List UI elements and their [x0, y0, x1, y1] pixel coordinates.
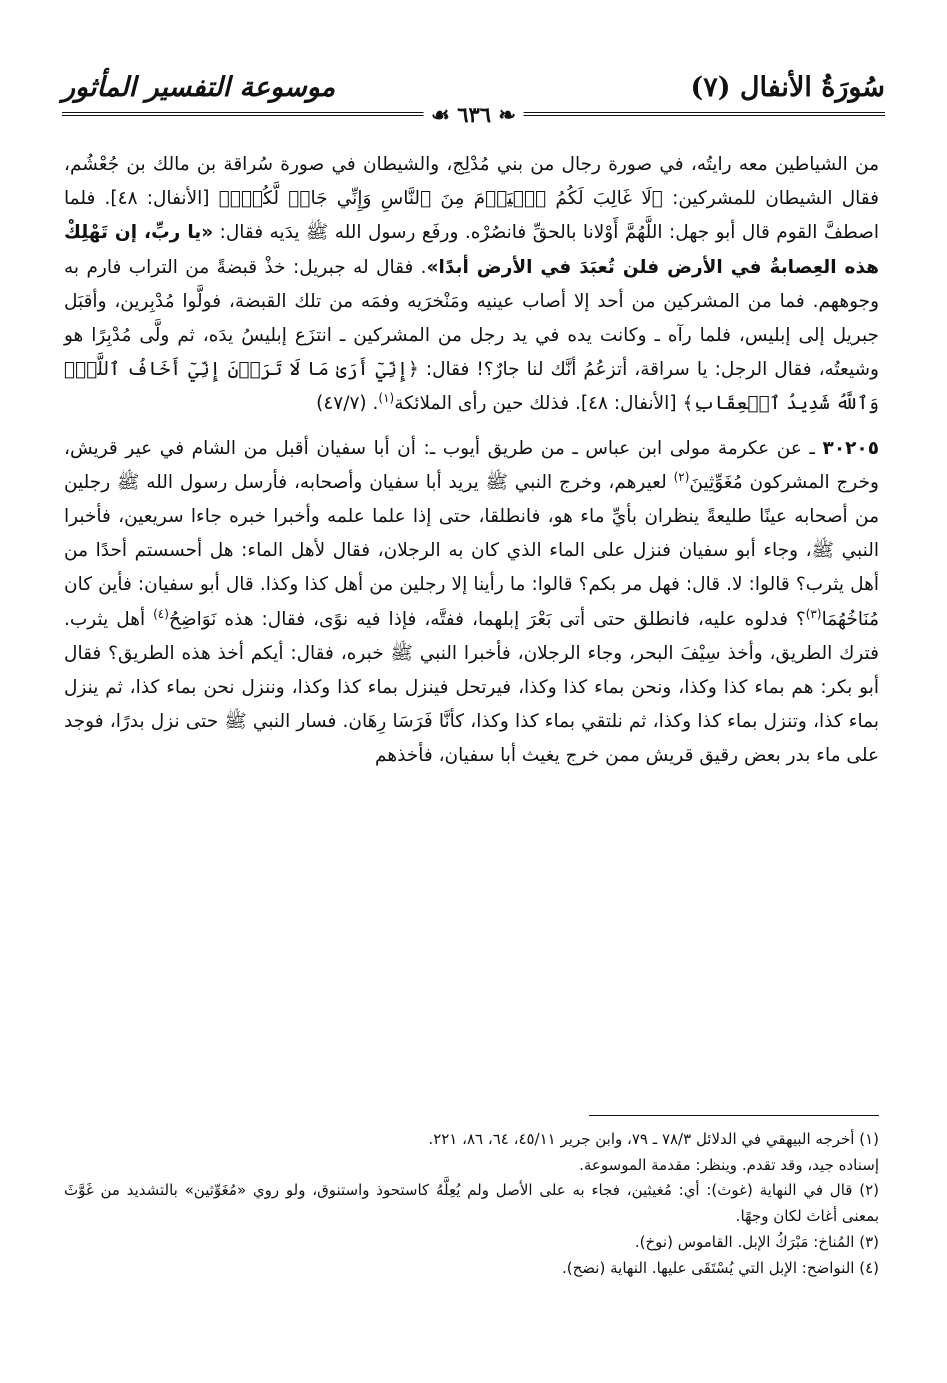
paragraph-continuation — [64, 148, 879, 422]
footnote-3: (٣) المُناخ: مَبْرَكُ الإبل. القاموس (نوخ). — [634, 1232, 879, 1251]
footnote-separator — [589, 1115, 879, 1116]
footnote-1: (١) أخرجه البيهقي في الدلائل ٧٨/٣ ـ ٧٩، وابن جرير ٤٥/١١، ٦٤، ٨٦، ٢٢١. — [428, 1130, 879, 1148]
text-segment: لعيرهم، وخرج النبي ﷺ يريد أبا سفيان وأصحابه، فأرسل رسول الله ﷺ رجلين من أصحابه عينًا طليعةً ينظران بأيِّ ماء هو، فانطلقا، حتى إذا علما علمه وأخبرا خبره جاءا سريعين، فأخبرا النبي ﷺ، وجاء أبو سفيان فنزل على الماء الذي كان به الرجلان، فقال لأهل الماء: هل أحسستم أحدًا من أهل يثرب؟ قالوا: لا. قال: فهل مر بكم؟ قالوا: ما رأينا إلا رجلين من أهل كذا وكذا. قال أبو سفيان: فأين كان مُنَاخُهُمَا — [64, 471, 879, 630]
book-title: موسوعة التفسير المأثور — [62, 72, 336, 103]
quran-verse: ﴿لَا غَالِبَ لَكُمُ ٱلۡيَوۡمَ مِنَ ٱلنَّاسِ وَإِنِّي جَارٞ لَّكُمۡۖ﴾ — [218, 188, 663, 210]
text-segment: [الأنفال: ٤٨]. فلما اصطفَّ القوم قال أبو جهل: اللَّهُمَّ أَوْلانا بالحقِّ فانصُرْه. ورفَع رسول الله ﷺ يدَيه فقال: — [64, 188, 879, 244]
narration-number: ٣٠٢٠٥ — [822, 437, 879, 459]
footnotes — [64, 1127, 879, 1281]
page-number-value: ٦٣٦ — [457, 102, 492, 127]
footnote-4: (٤) النواضح: الإبل التي يُسْتَقَى عليها. النهاية (نضح). — [562, 1258, 879, 1277]
surah-title: سُورَةُ الأنفال (٧) — [690, 72, 885, 103]
footnote-ref[interactable]: (٤) — [153, 606, 169, 621]
footnote-ref[interactable]: (٢) — [673, 469, 690, 484]
page-header — [62, 64, 885, 127]
footnote-ref[interactable]: (١) — [378, 391, 395, 406]
ornament-left-icon: ☙ — [431, 102, 458, 127]
footnote-ref[interactable]: (٣) — [805, 606, 822, 621]
text-segment: . (٤٧/٧) — [316, 393, 379, 415]
text-segment: ؟ فدلوه عليه، فانطلق حتى أتى بَعْرَ إبلهما، ففتَّه، فإذا فيه نوًى، فقال: هذه نَوَاضِحُ — [168, 608, 806, 630]
text-segment: من الشياطين معه رايتُه، في صورة رجال من بني مُدْلِج، والشيطان في صورة سُراقة بن مالك بن جُعْشُم، فقال الشيطان للمشركين: — [64, 154, 879, 210]
ornament-right-icon: ❧ — [491, 102, 516, 127]
main-text — [64, 148, 879, 774]
text-segment: [الأنفال: ٤٨]. فذلك حين رأى الملائكة — [394, 393, 683, 415]
text-segment: أهل يثرب. فترك الطريق، وأخذ سِيْفَ البحر، وجاء الرجلان، فأخبرا النبي ﷺ خبره، فقال: أيكم أخذ هذه الطريق؟ فقال أبو بكر: هم بماء كذا وكذا، ونحن بماء كذا وكذا، فيرتحل فينزل بماء كذا وكذا، وننزل نحن بماء كذا، ثم ينزل بماء كذا، وتنزل بماء كذا وكذا، ثم نلتقي بماء كذا وكذا، كأنَّا فَرَسَا رِهَان. فسار النبي ﷺ حتى نزل بدرًا، فوجد على ماء بدر بعض رقيق قريش ممن خرج يغيث أبا سفيان، فأخذهم — [64, 608, 879, 767]
footnote-2: (٢) قال في النهاية (غوث): أي: مُغيثين، فجاء به على الأصل ولم يُعِلَّهُ كاستحوذ واستنوق، ولو روي «مُغَوِّثين» بالتشديد من غَوَّثَ بمعنى أغاث لكان وجهًا. — [64, 1181, 879, 1226]
footnote-1-note: إسناده جيد، وقد تقدم. وينظر: مقدمة الموسوعة. — [579, 1155, 879, 1174]
quran-verse: ﴿إِنِّيٓ أَرَىٰ مَا لَا تَرَوۡنَ إِنِّيٓ أَخَافُ ٱللَّهَۚ وَٱللَّهُ شَدِيدُ ٱلۡعِقَابِ﴾ — [64, 359, 879, 415]
text-segment: . فقال له جبريل: خذْ قبضةً من التراب فارم به وجوههم. فما من المشركين من أحد إلا أصاب عينيه ومَنْخرَيه وفمَه من تلك القبضة، فولَّوا مُدْبِرين، وأقبَل جبريل إلى إبليس، فلما رآه ـ وكانت يده في يد رجل من المشركين ـ انتزَع إبليسُ يدَه، ثم ولَّى مُدْبِرًا هو وشيعتُه، فقال الرجل: يا سراقة، أتزعُمُ أنَّك لنا جارٌ؟! فقال: — [64, 256, 879, 381]
text-segment: ـ عن عكرمة مولى ابن عباس ـ من طريق أيوب ـ: أن أبا سفيان أقبل من الشام في عير قريش، وخرج المشركون مُغَوِّثِينَ — [64, 437, 879, 493]
page-number — [423, 102, 524, 127]
paragraph-narration — [64, 432, 879, 774]
hadith-quote: «يا ربِّ، إن تَهْلِكْ هذه العِصابةُ في الأرض فلن تُعبَدَ في الأرض أبدًا» — [64, 222, 879, 278]
